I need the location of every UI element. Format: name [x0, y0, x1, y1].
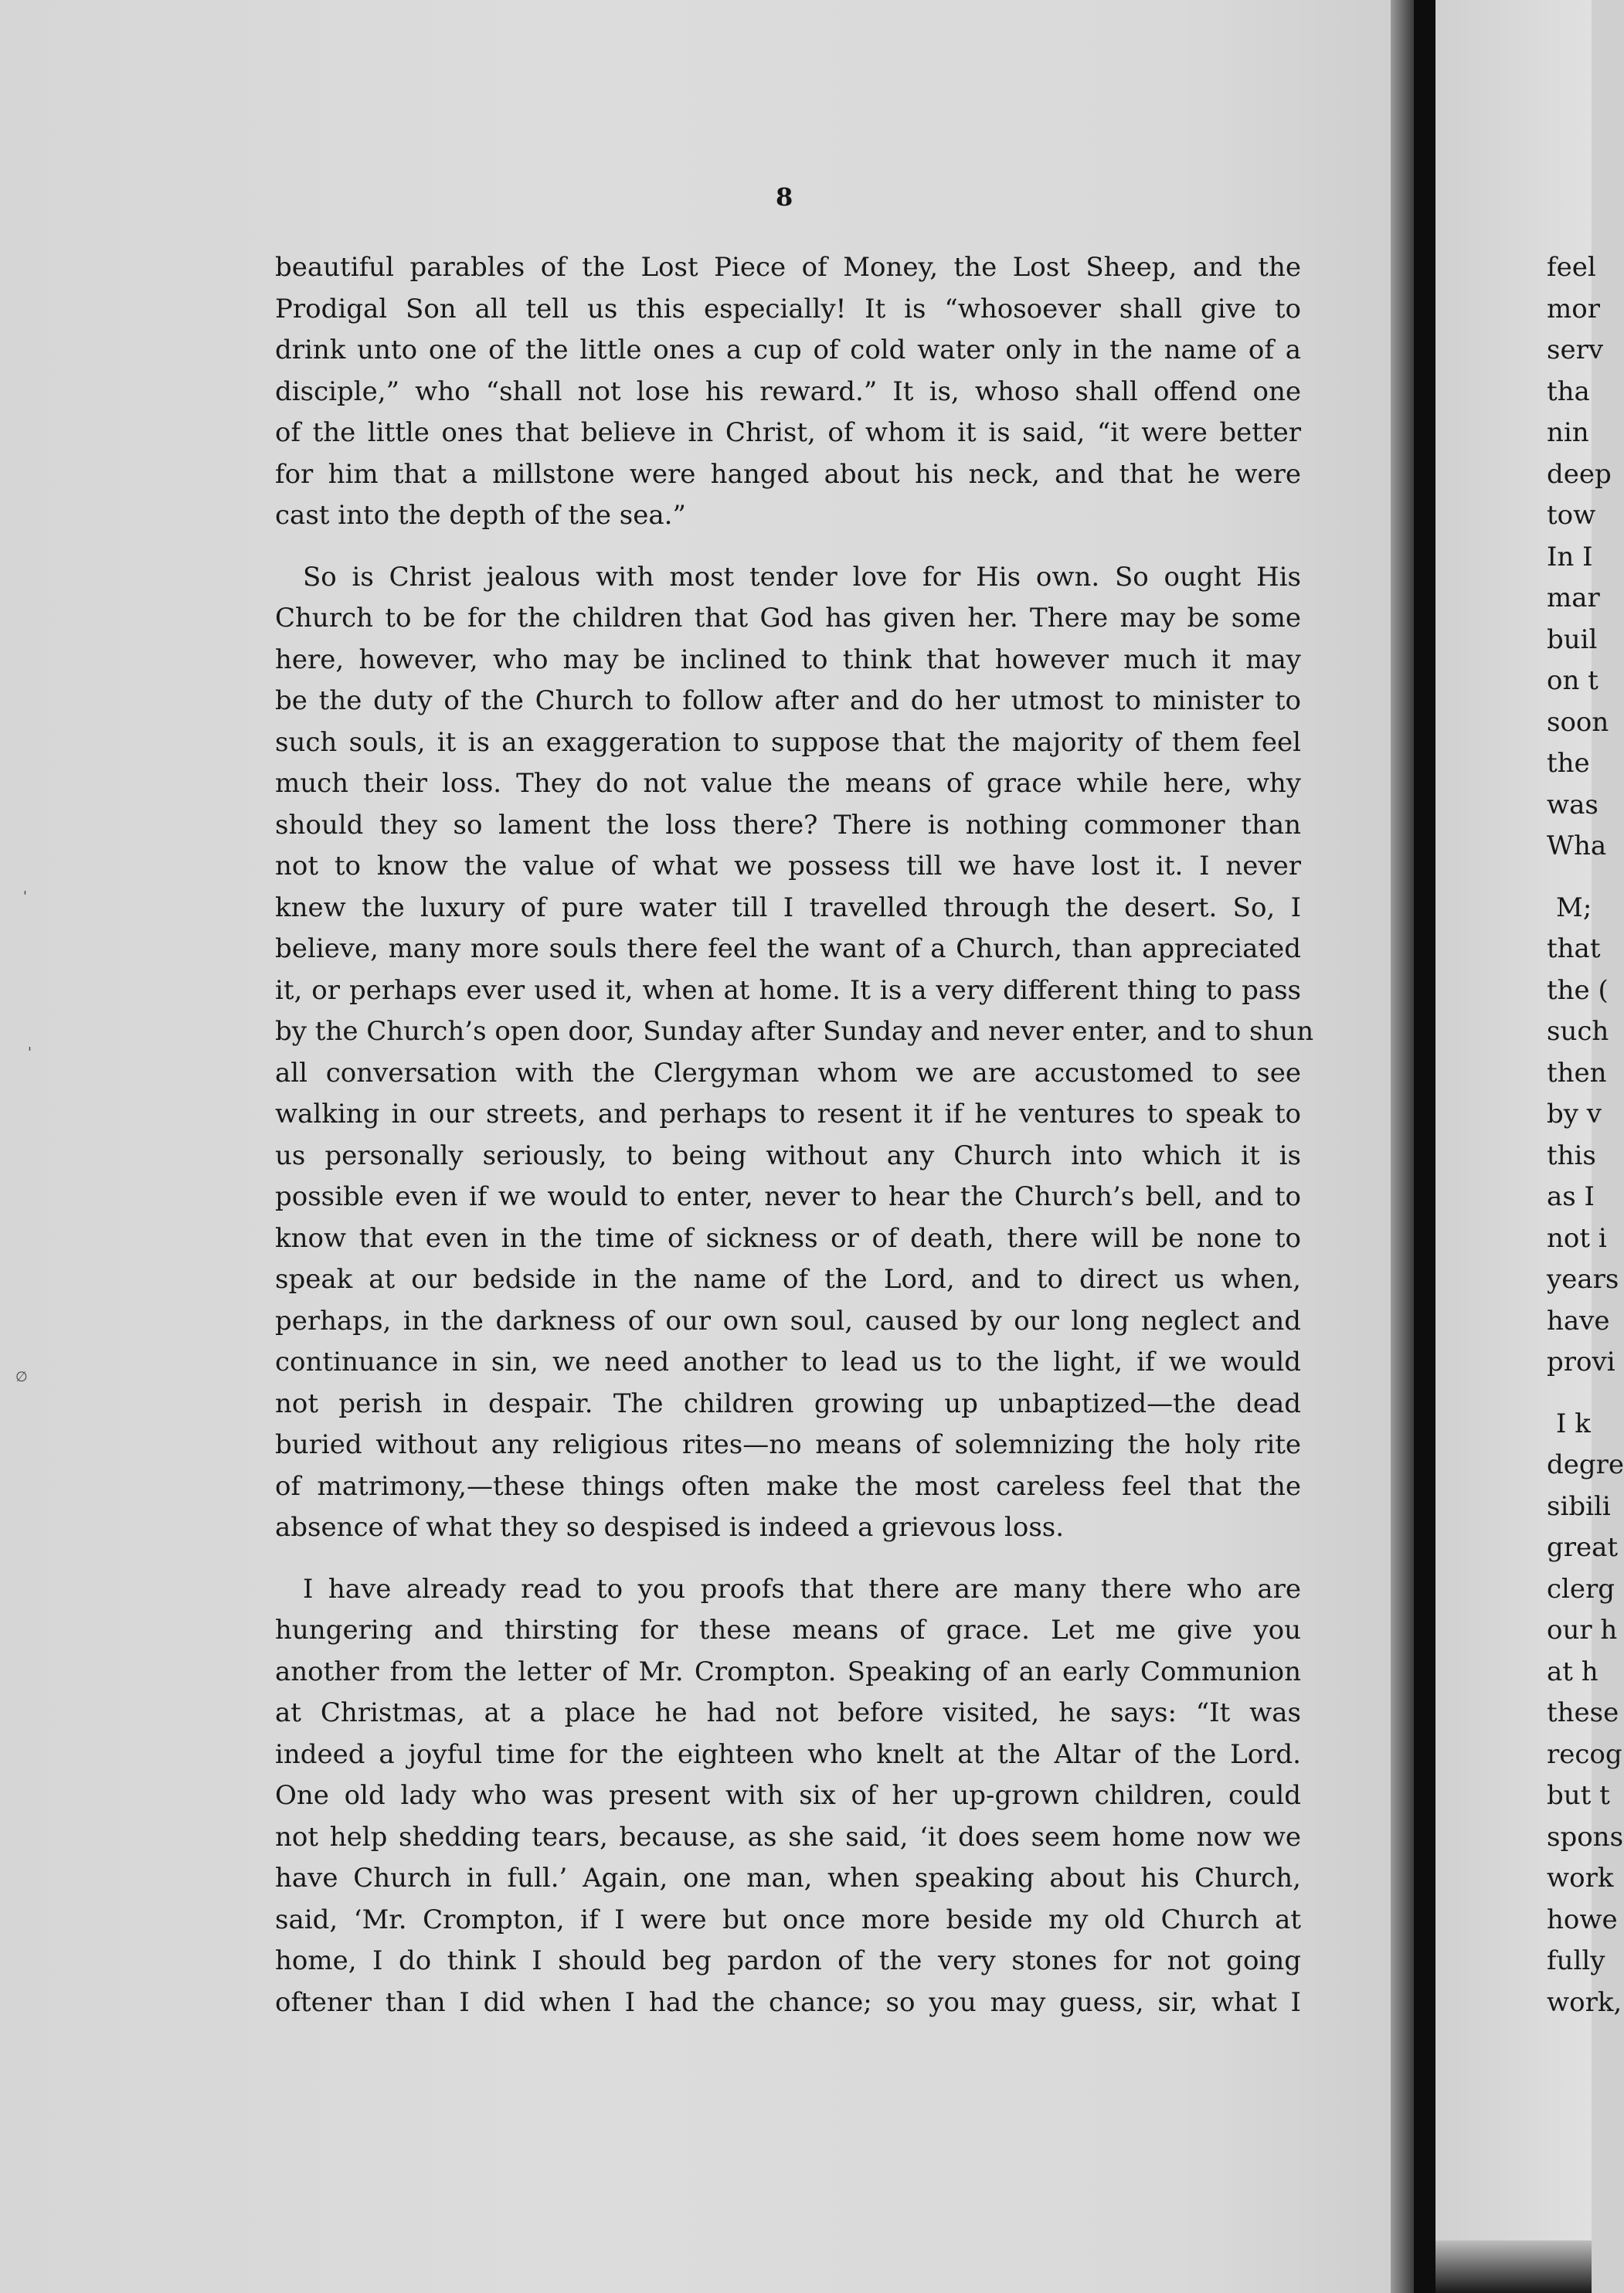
- facing-line-fragment: not i: [1547, 1222, 1607, 1254]
- text-line: hungering and thirsting for these means of grace. Let me give you: [275, 1615, 1301, 1646]
- book-spine: [1414, 0, 1435, 2293]
- body-text: [275, 247, 1314, 2043]
- facing-line-fragment: years: [1547, 1264, 1619, 1295]
- text-line: absence of what they so despised is indeed a grievous loss.: [275, 1512, 1065, 1543]
- facing-line-fragment: tow: [1547, 500, 1596, 531]
- facing-line-fragment: clerg: [1547, 1573, 1616, 1605]
- text-line: disciple,” who “shall not lose his reward.” It is, whoso shall offend one: [275, 375, 1301, 407]
- text-line: much their loss. They do not value the means of grace while here, why: [275, 768, 1301, 799]
- text-line: be the duty of the Church to follow after and do her utmost to minister to: [275, 685, 1301, 716]
- text-line: know that even in the time of sickness or of death, there will be none to: [275, 1222, 1301, 1254]
- facing-line-fragment: buil: [1547, 623, 1598, 655]
- facing-line-fragment: our h: [1547, 1615, 1618, 1646]
- facing-line-fragment: I k: [1556, 1408, 1591, 1439]
- facing-line-fragment: M;: [1556, 892, 1592, 923]
- facing-line-fragment: then: [1547, 1057, 1607, 1089]
- text-line: knew the luxury of pure water till I travelled through the desert. So, I: [275, 892, 1301, 923]
- facing-line-fragment: degre: [1547, 1449, 1624, 1480]
- text-line: another from the letter of Mr. Crompton. Speaking of an early Communion: [275, 1656, 1301, 1687]
- facing-line-fragment: that: [1547, 933, 1601, 964]
- facing-line-fragment: spons: [1547, 1821, 1624, 1853]
- text-line: us personally seriously, to being without any Church into which it is: [275, 1140, 1301, 1171]
- facing-line-fragment: howe: [1547, 1904, 1618, 1935]
- facing-line-fragment: serv: [1547, 335, 1604, 365]
- text-line: Church to be for the children that God has given her. There may be some: [275, 603, 1301, 634]
- facing-line-fragment: In I: [1547, 541, 1593, 572]
- page-number: 8: [776, 182, 793, 212]
- text-line: such souls, it is an exaggeration to suppose that the majority of them feel: [275, 726, 1301, 758]
- text-line: drink unto one of the little ones a cup of cold water only in the name of a: [275, 335, 1301, 365]
- facing-line-fragment: as I: [1547, 1181, 1595, 1212]
- facing-line-fragment: these: [1547, 1697, 1619, 1728]
- facing-line-fragment: by v: [1547, 1099, 1602, 1130]
- text-line: believe, many more souls there feel the want of a Church, than appreciated: [275, 933, 1301, 964]
- facing-line-fragment: the: [1547, 748, 1590, 779]
- text-line: beautiful parables of the Lost Piece of Money, the Lost Sheep, and the: [275, 252, 1301, 283]
- text-line: here, however, who may be inclined to think that however much it may: [275, 644, 1301, 675]
- text-line: of the little ones that believe in Christ, of whom it is said, “it were better: [275, 417, 1301, 448]
- text-line: buried without any religious rites—no means of solemnizing the holy rite: [275, 1429, 1301, 1460]
- text-line: indeed a joyful time for the eighteen who knelt at the Altar of the Lord.: [275, 1738, 1301, 1770]
- facing-line-fragment: was: [1547, 789, 1599, 820]
- facing-line-fragment: Wha: [1547, 831, 1607, 861]
- margin-speck: ∅: [15, 1369, 28, 1385]
- facing-line-fragment: mar: [1547, 583, 1600, 613]
- paragraph-2: [275, 557, 1314, 1549]
- facing-line-fragment: such: [1547, 1016, 1609, 1047]
- text-line: said, ‘Mr. Crompton, if I were but once more beside my old Church at: [275, 1904, 1301, 1935]
- facing-line-fragment: this: [1547, 1140, 1596, 1171]
- facing-line-fragment: have: [1547, 1305, 1610, 1337]
- facing-line-fragment: on t: [1547, 665, 1599, 696]
- text-line: not to know the value of what we possess till we have lost it. I never: [275, 851, 1301, 882]
- facing-line-fragment: tha: [1547, 375, 1590, 407]
- paragraph-1: [275, 247, 1301, 537]
- text-line: it, or perhaps ever used it, when at home. It is a very different thing to pass: [275, 974, 1301, 1006]
- text-line: not help shedding tears, because, as she said, ‘it does seem home now we: [275, 1821, 1301, 1853]
- text-line: oftener than I did when I had the chance; so you may guess, sir, what I: [275, 1986, 1301, 2018]
- facing-line-fragment: the (: [1547, 974, 1609, 1006]
- facing-line-fragment: provi: [1547, 1347, 1616, 1377]
- facing-line-fragment: sibili: [1547, 1490, 1611, 1522]
- text-line: not perish in despair. The children growing up unbaptized—the dead: [275, 1388, 1301, 1419]
- facing-line-fragment: deep: [1547, 458, 1612, 490]
- text-line: by the Church’s open door, Sunday after Sunday and never enter, and to shun: [275, 1016, 1314, 1047]
- facing-line-fragment: work,: [1547, 1986, 1622, 2018]
- text-line: all conversation with the Clergyman whom we are accustomed to see: [275, 1057, 1301, 1089]
- facing-line-fragment: nin: [1547, 417, 1589, 448]
- paragraph-3: [275, 1569, 1301, 2024]
- text-line: So is Christ jealous with most tender love for His own. So ought His: [303, 561, 1301, 593]
- text-line: home, I do think I should beg pardon of the very stones for not going: [275, 1945, 1301, 1976]
- facing-line-fragment: mor: [1547, 293, 1600, 324]
- text-line: perhaps, in the darkness of our own soul, caused by our long neglect and: [275, 1305, 1301, 1337]
- facing-line-fragment: great: [1547, 1532, 1619, 1563]
- gutter-shadow: [1391, 0, 1414, 2293]
- facing-line-fragment: recog: [1547, 1738, 1622, 1770]
- text-line: should they so lament the loss there? There is nothing commoner than: [275, 809, 1301, 841]
- text-line: possible even if we would to enter, never to hear the Church’s bell, and to: [275, 1181, 1301, 1212]
- text-line: walking in our streets, and perhaps to resent it if he ventures to speak to: [275, 1099, 1301, 1130]
- facing-line-fragment: at h: [1547, 1656, 1599, 1687]
- text-line: at Christmas, at a place he had not before visited, he says: “It was: [275, 1697, 1301, 1728]
- text-line: One old lady who was present with six of her up-grown children, could: [275, 1780, 1301, 1811]
- facing-line-fragment: soon: [1547, 706, 1609, 738]
- text-line: cast into the depth of the sea.”: [275, 500, 686, 531]
- facing-page-text: [1547, 247, 1624, 2023]
- text-line: have Church in full.’ Again, one man, when speaking about his Church,: [275, 1863, 1301, 1894]
- margin-speck: ': [23, 888, 27, 905]
- right-page-bottom-shadow: [1435, 2240, 1592, 2293]
- text-line: of matrimony,—these things often make the most careless feel that the: [275, 1470, 1301, 1502]
- text-line: Prodigal Son all tell us this especially! It is “whosoever shall give to: [275, 293, 1301, 324]
- text-line: speak at our bedside in the name of the Lord, and to direct us when,: [275, 1264, 1301, 1295]
- facing-line-fragment: but t: [1547, 1780, 1610, 1811]
- facing-line-fragment: feel: [1547, 252, 1596, 283]
- facing-line-fragment: work: [1547, 1863, 1614, 1894]
- margin-speck: ': [28, 1045, 32, 1061]
- facing-line-fragment: fully: [1547, 1945, 1605, 1976]
- text-line: continuance in sin, we need another to lead us to the light, if we would: [275, 1347, 1301, 1377]
- text-line: for him that a millstone were hanged about his neck, and that he were: [275, 458, 1301, 490]
- text-line: I have already read to you proofs that there are many there who are: [303, 1573, 1301, 1605]
